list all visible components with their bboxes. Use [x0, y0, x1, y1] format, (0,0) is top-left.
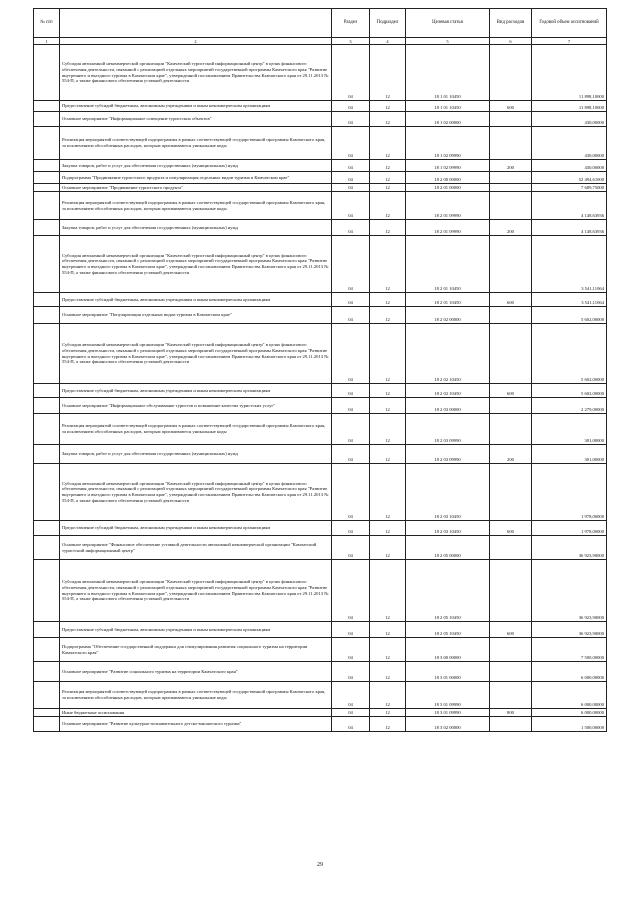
cell-amount: 6 000,00000 [532, 682, 607, 709]
cell-num [34, 324, 60, 384]
cell-amount: 11 898,10000 [532, 45, 607, 101]
cell-subsection: 12 [370, 236, 406, 293]
table-row [34, 622, 607, 638]
table-row [34, 536, 607, 560]
cell-article: 18 3 01 09990 [406, 709, 490, 717]
cell-subsection: 12 [370, 662, 406, 682]
header-section: Раздел [332, 9, 370, 38]
table-row [34, 638, 607, 662]
cell-section: 04 [332, 662, 370, 682]
cell-expense: 600 [490, 293, 532, 307]
cell-section: 04 [332, 622, 370, 638]
cell-num [34, 662, 60, 682]
table-row [34, 384, 607, 398]
cell-name: Реализация мероприятий соответствующей подпрограммы в рамках соответствующей государственной программы Камчатского края, за исключением обособленных расходов, которым присваиваются уникальные коды [60, 127, 332, 160]
cell-expense: 800 [490, 709, 532, 717]
cell-name: Основное мероприятие "Информационное освещение туристских объектов" [60, 112, 332, 127]
table-row [34, 172, 607, 184]
cell-section: 04 [332, 324, 370, 384]
column-number: 7 [532, 38, 607, 45]
table-row [34, 101, 607, 112]
cell-expense [490, 236, 532, 293]
cell-amount: 3 541,11064 [532, 236, 607, 293]
cell-section: 04 [332, 45, 370, 101]
cell-name: Субсидия автономной некоммерческой организации "Камчатский туристский информационный центр" в целях финансового обеспечения деятельности, связанной с реализацией отдельных мероприятий государственной программы Камчатского края "Развитие внутреннего и въездного туризма в Камчатском крае", утвержденной постановлением Правительства Камчатского края от 29.11.2013 № 554-П, а также финансового обеспечения уставной деятельности [60, 45, 332, 101]
cell-expense [490, 45, 532, 101]
cell-expense [490, 464, 532, 521]
cell-expense [490, 717, 532, 732]
table-row [34, 662, 607, 682]
table-row [34, 127, 607, 160]
cell-subsection: 12 [370, 192, 406, 220]
cell-section: 04 [332, 160, 370, 172]
cell-subsection: 12 [370, 445, 406, 464]
cell-article: 18 2 00 00000 [406, 172, 490, 184]
cell-amount: 36 923,90000 [532, 536, 607, 560]
table-row [34, 307, 607, 324]
cell-amount: 36 923,90000 [532, 622, 607, 638]
cell-section: 04 [332, 184, 370, 192]
cell-article: 18 2 01 09990 [406, 192, 490, 220]
cell-name: Закупка товаров, работ и услуг для обеспечения государственных (муниципальных) нужд [60, 220, 332, 236]
header-num: № п/п [34, 9, 60, 38]
cell-amount: 52 494,61000 [532, 172, 607, 184]
cell-section: 04 [332, 445, 370, 464]
cell-section: 04 [332, 464, 370, 521]
cell-article: 18 2 02 10450 [406, 384, 490, 398]
cell-amount: 4 148,63936 [532, 220, 607, 236]
cell-num [34, 709, 60, 717]
cell-num [34, 536, 60, 560]
cell-amount: 5 602,00000 [532, 384, 607, 398]
table-row [34, 398, 607, 414]
cell-subsection: 12 [370, 717, 406, 732]
cell-name: Субсидия автономной некоммерческой организации "Камчатский туристский информационный центр" в целях финансового обеспечения деятельности, связанной с реализацией отдельных мероприятий государственной программы Камчатского края "Развитие внутреннего и въездного туризма в Камчатском крае", утвержденной постановлением Правительства Камчатского края от 29.11.2013 № 554-П, а также финансового обеспечения уставной деятельности [60, 560, 332, 622]
cell-name: Предоставление субсидий бюджетным, автономным учреждениям и иным некоммерческим организациям [60, 293, 332, 307]
table-row [34, 682, 607, 709]
cell-subsection: 12 [370, 112, 406, 127]
cell-subsection: 12 [370, 521, 406, 536]
cell-num [34, 127, 60, 160]
column-number: 1 [34, 38, 60, 45]
cell-expense: 600 [490, 521, 532, 536]
cell-amount: 2 279,00000 [532, 398, 607, 414]
cell-section: 04 [332, 414, 370, 445]
cell-num [34, 192, 60, 220]
cell-subsection: 12 [370, 184, 406, 192]
cell-section: 04 [332, 307, 370, 324]
cell-expense [490, 324, 532, 384]
cell-name: Реализация мероприятий соответствующей подпрограммы в рамках соответствующей государственной программы Камчатского края, за исключением обособленных расходов, которым присваиваются уникальные коды [60, 682, 332, 709]
cell-num [34, 236, 60, 293]
cell-subsection: 12 [370, 638, 406, 662]
cell-section: 04 [332, 717, 370, 732]
cell-name: Реализация мероприятий соответствующей подпрограммы в рамках соответствующей государственной программы Камчатского края, за исключением обособленных расходов, которым присваиваются уникальные коды [60, 414, 332, 445]
header-subsection: Подраздел [370, 9, 406, 38]
cell-expense [490, 307, 532, 324]
cell-subsection: 12 [370, 398, 406, 414]
cell-name: Субсидия автономной некоммерческой организации "Камчатский туристский информационный центр" в целях финансового обеспечения деятельности, связанной с реализацией отдельных мероприятий государственной программы Камчатского края "Развитие внутреннего и въездного туризма в Камчатском крае", утвержденной постановлением Правительства Камчатского края от 29.11.2013 № 554-П, а также финансового обеспечения уставной деятельности [60, 464, 332, 521]
cell-amount: 36 923,90000 [532, 560, 607, 622]
cell-name: Основное мероприятие "Популяризация отдельных видов туризма в Камчатском крае" [60, 307, 332, 324]
cell-amount: 11 898,10000 [532, 101, 607, 112]
header-amount: Годовой объем ассигнований [532, 9, 607, 38]
table-row [34, 184, 607, 192]
cell-article: 18 2 03 00000 [406, 398, 490, 414]
cell-section: 04 [332, 127, 370, 160]
cell-num [34, 307, 60, 324]
table-row [34, 717, 607, 732]
cell-expense: 600 [490, 101, 532, 112]
cell-article: 18 2 02 00000 [406, 307, 490, 324]
cell-subsection: 12 [370, 293, 406, 307]
column-numbers-row [34, 38, 607, 45]
cell-name: Закупка товаров, работ и услуг для обеспечения государственных (муниципальных) нужд [60, 445, 332, 464]
cell-subsection: 12 [370, 622, 406, 638]
cell-article: 18 3 01 09990 [406, 682, 490, 709]
cell-section: 04 [332, 398, 370, 414]
cell-num [34, 717, 60, 732]
header-article: Целевая статья [406, 9, 490, 38]
cell-num [34, 45, 60, 101]
column-number: 5 [406, 38, 490, 45]
table-row [34, 293, 607, 307]
cell-subsection: 12 [370, 536, 406, 560]
cell-expense [490, 184, 532, 192]
cell-section: 04 [332, 536, 370, 560]
cell-expense [490, 127, 532, 160]
cell-expense [490, 560, 532, 622]
table-row [34, 445, 607, 464]
cell-section: 04 [332, 384, 370, 398]
cell-num [34, 638, 60, 662]
cell-num [34, 172, 60, 184]
cell-name: Подпрограмма "Обеспечение государственной поддержки для стимулирования развития социального туризма на территории Камчатского края" [60, 638, 332, 662]
cell-article: 18 3 01 00000 [406, 662, 490, 682]
cell-subsection: 12 [370, 220, 406, 236]
cell-expense [490, 662, 532, 682]
cell-article: 18 2 01 09990 [406, 220, 490, 236]
cell-subsection: 12 [370, 160, 406, 172]
cell-article: 18 1 02 09990 [406, 127, 490, 160]
cell-expense: 200 [490, 160, 532, 172]
table-header-row [34, 9, 607, 38]
cell-num [34, 445, 60, 464]
cell-section: 04 [332, 638, 370, 662]
cell-article: 18 2 05 00000 [406, 536, 490, 560]
cell-amount: 430,00000 [532, 112, 607, 127]
cell-num [34, 398, 60, 414]
table-row [34, 112, 607, 127]
cell-num [34, 464, 60, 521]
table-row [34, 414, 607, 445]
cell-expense [490, 414, 532, 445]
budget-table [33, 8, 607, 732]
cell-amount: 6 000,00000 [532, 709, 607, 717]
cell-num [34, 112, 60, 127]
table-row [34, 45, 607, 101]
table-row [34, 324, 607, 384]
table-body [34, 45, 607, 732]
cell-num [34, 101, 60, 112]
cell-expense: 200 [490, 220, 532, 236]
cell-name: Основное мероприятие "Развитие социального туризма на территории Камчатского края" [60, 662, 332, 682]
cell-name: Основное мероприятие "Развитие культурно-познавательного детско-юношеского туризма" [60, 717, 332, 732]
cell-amount: 1 500,00000 [532, 717, 607, 732]
cell-section: 04 [332, 172, 370, 184]
cell-subsection: 12 [370, 172, 406, 184]
cell-expense [490, 398, 532, 414]
cell-subsection: 12 [370, 307, 406, 324]
cell-name: Субсидия автономной некоммерческой организации "Камчатский туристский информационный центр" в целях финансового обеспечения деятельности, связанной с реализацией отдельных мероприятий государственной программы Камчатского края "Развитие внутреннего и въездного туризма в Камчатском крае", утвержденной постановлением Правительства Камчатского края от 29.11.2013 № 554-П, а также финансового обеспечения уставной деятельности [60, 236, 332, 293]
cell-article: 18 2 01 10450 [406, 293, 490, 307]
cell-amount: 3 541,11064 [532, 293, 607, 307]
cell-num [34, 414, 60, 445]
cell-name: Предоставление субсидий бюджетным, автономным учреждениям и иным некоммерческим организациям [60, 101, 332, 112]
header-name [60, 9, 332, 38]
cell-subsection: 12 [370, 101, 406, 112]
cell-amount: 5 602,00000 [532, 324, 607, 384]
cell-name: Предоставление субсидий бюджетным, автономным учреждениям и иным некоммерческим организациям [60, 622, 332, 638]
cell-section: 04 [332, 560, 370, 622]
cell-amount: 430,00000 [532, 127, 607, 160]
cell-article: 18 2 03 09990 [406, 414, 490, 445]
cell-num [34, 384, 60, 398]
table-row [34, 236, 607, 293]
header-expense: Вид расходов [490, 9, 532, 38]
cell-num [34, 560, 60, 622]
cell-expense: 600 [490, 384, 532, 398]
cell-article: 18 2 05 10450 [406, 560, 490, 622]
cell-article: 18 2 02 10450 [406, 324, 490, 384]
cell-article: 18 1 01 10450 [406, 101, 490, 112]
cell-name: Иные бюджетные ассигнования [60, 709, 332, 717]
cell-section: 04 [332, 101, 370, 112]
cell-amount: 1 978,00000 [532, 464, 607, 521]
column-number: 2 [60, 38, 332, 45]
cell-subsection: 12 [370, 127, 406, 160]
cell-num [34, 622, 60, 638]
cell-expense: 600 [490, 622, 532, 638]
table-row [34, 709, 607, 717]
cell-subsection: 12 [370, 324, 406, 384]
budget-sheet [33, 8, 606, 732]
cell-amount: 5 602,00000 [532, 307, 607, 324]
cell-article: 18 2 03 09990 [406, 445, 490, 464]
cell-amount: 6 000,00000 [532, 662, 607, 682]
cell-num [34, 293, 60, 307]
cell-name: Подпрограмма "Продвижение туристского продукта и популяризация отдельных видов туризма в Камчатском крае" [60, 172, 332, 184]
cell-name: Закупка товаров, работ и услуг для обеспечения государственных (муниципальных) нужд [60, 160, 332, 172]
cell-expense [490, 192, 532, 220]
cell-subsection: 12 [370, 560, 406, 622]
cell-amount: 301,00000 [532, 445, 607, 464]
cell-amount: 1 978,00000 [532, 521, 607, 536]
cell-article: 18 3 00 00000 [406, 638, 490, 662]
cell-amount: 4 148,63936 [532, 192, 607, 220]
cell-name: Основное мероприятие "Финансовое обеспечение уставной деятельности автономной некоммерческой организации "Камчатский туристский информационный центр" [60, 536, 332, 560]
table-row [34, 560, 607, 622]
cell-num [34, 184, 60, 192]
cell-expense [490, 172, 532, 184]
cell-num [34, 682, 60, 709]
cell-num [34, 220, 60, 236]
table-row [34, 521, 607, 536]
cell-expense [490, 638, 532, 662]
cell-name: Основное мероприятие "Продвижение туристского продукта" [60, 184, 332, 192]
table-row [34, 160, 607, 172]
cell-section: 04 [332, 682, 370, 709]
column-number: 3 [332, 38, 370, 45]
table-row [34, 464, 607, 521]
cell-name: Предоставление субсидий бюджетным, автономным учреждениям и иным некоммерческим организациям [60, 384, 332, 398]
cell-subsection: 12 [370, 709, 406, 717]
page-number: 29 [317, 862, 323, 868]
cell-name: Основное мероприятие "Информационное обслуживание туристов и повышение качества туристских услуг" [60, 398, 332, 414]
cell-section: 04 [332, 192, 370, 220]
cell-subsection: 12 [370, 414, 406, 445]
cell-amount: 7 689,75000 [532, 184, 607, 192]
cell-article: 18 2 01 10450 [406, 236, 490, 293]
table-row [34, 192, 607, 220]
cell-expense: 200 [490, 445, 532, 464]
cell-article: 18 1 02 09990 [406, 160, 490, 172]
cell-num [34, 521, 60, 536]
cell-article: 18 2 03 10450 [406, 521, 490, 536]
cell-article: 18 2 05 10450 [406, 622, 490, 638]
cell-num [34, 160, 60, 172]
cell-subsection: 12 [370, 682, 406, 709]
cell-name: Реализация мероприятий соответствующей подпрограммы в рамках соответствующей государственной программы Камчатского края, за исключением обособленных расходов, которым присваиваются уникальные коды [60, 192, 332, 220]
cell-subsection: 12 [370, 384, 406, 398]
cell-article: 18 1 01 10450 [406, 45, 490, 101]
cell-subsection: 12 [370, 464, 406, 521]
cell-amount: 301,00000 [532, 414, 607, 445]
table-row [34, 220, 607, 236]
cell-article: 18 1 02 00000 [406, 112, 490, 127]
cell-article: 18 2 03 10450 [406, 464, 490, 521]
cell-name: Субсидия автономной некоммерческой организации "Камчатский туристский информационный центр" в целях финансового обеспечения деятельности, связанной с реализацией отдельных мероприятий государственной программы Камчатского края "Развитие внутреннего и въездного туризма в Камчатском крае", утвержденной постановлением Правительства Камчатского края от 29.11.2013 № 554-П, а также финансового обеспечения уставной деятельности [60, 324, 332, 384]
cell-amount: 7 500,00000 [532, 638, 607, 662]
cell-name: Предоставление субсидий бюджетным, автономным учреждениям и иным некоммерческим организациям [60, 521, 332, 536]
cell-section: 04 [332, 709, 370, 717]
cell-expense [490, 536, 532, 560]
cell-expense [490, 112, 532, 127]
cell-expense [490, 682, 532, 709]
cell-section: 04 [332, 220, 370, 236]
cell-section: 04 [332, 236, 370, 293]
cell-amount: 430,00000 [532, 160, 607, 172]
cell-subsection: 12 [370, 45, 406, 101]
cell-article: 18 2 01 00000 [406, 184, 490, 192]
cell-section: 04 [332, 112, 370, 127]
cell-section: 04 [332, 293, 370, 307]
column-number: 6 [490, 38, 532, 45]
cell-article: 18 3 02 00000 [406, 717, 490, 732]
column-number: 4 [370, 38, 406, 45]
cell-section: 04 [332, 521, 370, 536]
